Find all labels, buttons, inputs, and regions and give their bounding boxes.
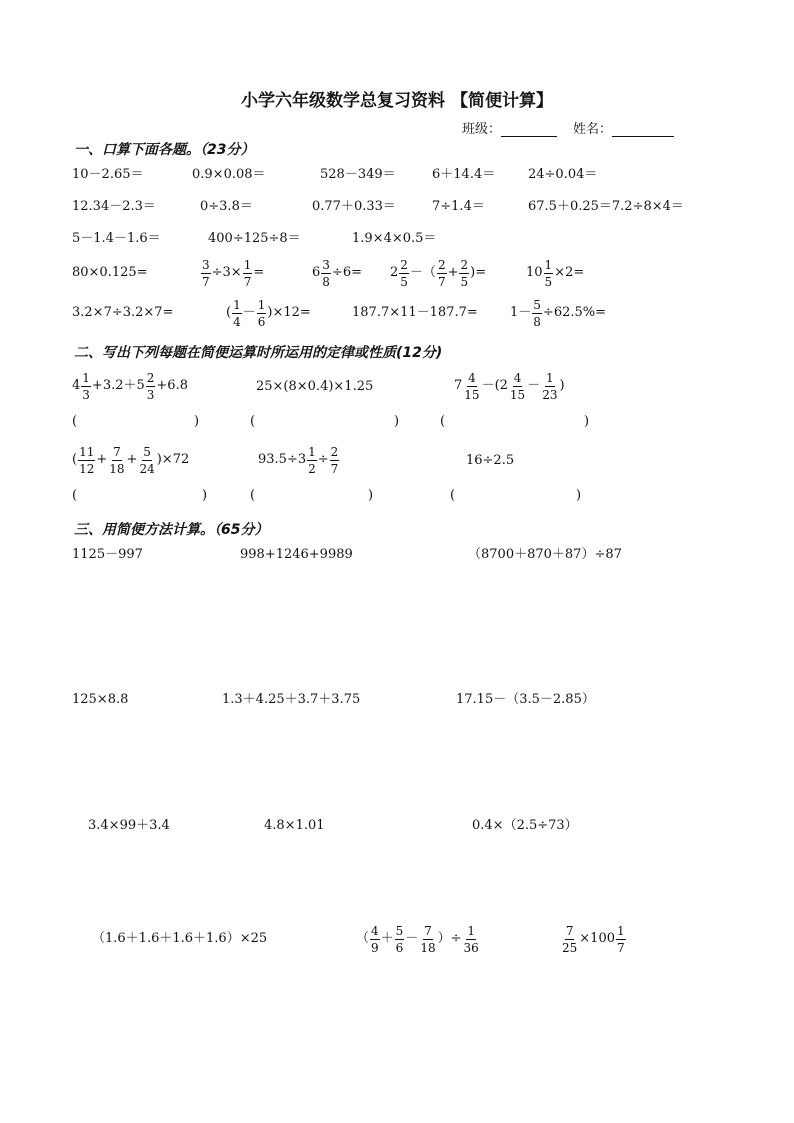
oral-r4-1: 80×0.125= bbox=[72, 265, 148, 280]
section-2-heading: 二、写出下列每题在简便运算时所运用的定律或性质(12分) bbox=[74, 345, 443, 361]
law-expr-1: 4 $\frac{1}{3}$ +3.2＋5 $\frac{2}{3}$ +6.8 bbox=[72, 370, 188, 402]
calc-7: 3.4×99＋3.4 bbox=[88, 818, 170, 833]
fraction: $\frac{11}{12}$ bbox=[79, 444, 95, 476]
oral-r2-5: 67.5＋0.25＝7.2÷8×4＝ bbox=[528, 199, 684, 214]
fraction: $\frac{1}{5}$ bbox=[544, 257, 553, 289]
name-field bbox=[573, 118, 674, 137]
fraction: $\frac{7}{18}$ bbox=[109, 444, 125, 476]
class-label: 班级： bbox=[462, 122, 502, 137]
answer-close-paren: ) bbox=[394, 414, 400, 429]
name-label: 姓名： bbox=[573, 122, 613, 137]
oral-r1-5: 24÷0.04＝ bbox=[528, 167, 598, 182]
answer-open-paren: ( bbox=[440, 414, 446, 429]
page-title: 小学六年级数学总复习资料 【简便计算】 bbox=[241, 91, 553, 111]
oral-r3-3: 1.9×4×0.5＝ bbox=[352, 231, 437, 246]
oral-r2-2: 0÷3.8＝ bbox=[200, 199, 253, 214]
fraction: $\frac{2}{3}$ bbox=[146, 370, 155, 402]
class-blank[interactable] bbox=[501, 122, 557, 137]
answer-close-paren: ) bbox=[584, 414, 590, 429]
fraction: $\frac{1}{7}$ bbox=[243, 257, 252, 289]
answer-close-paren: ) bbox=[194, 414, 200, 429]
oral-r4-2: $\frac{3}{7}$ ÷3× $\frac{1}{7}$ = bbox=[202, 257, 265, 289]
calc-12: $\frac{7}{25}$ ×100 $\frac{1}{7}$ bbox=[562, 923, 625, 955]
fraction: $\frac{3}{8}$ bbox=[322, 257, 330, 289]
answer-close-paren: ) bbox=[368, 488, 374, 503]
fraction: $\frac{3}{7}$ bbox=[202, 257, 210, 289]
law-expr-5: 93.5÷3 $\frac{1}{2}$ ÷ $\frac{2}{7}$ bbox=[258, 444, 339, 476]
fraction: $\frac{1}{7}$ bbox=[617, 923, 625, 955]
answer-open-paren: ( bbox=[450, 488, 456, 503]
calc-8: 4.8×1.01 bbox=[264, 818, 325, 833]
oral-r3-2: 400÷125÷8＝ bbox=[208, 231, 301, 246]
fraction: $\frac{2}{7}$ bbox=[330, 444, 339, 476]
oral-r1-3: 528－349＝ bbox=[320, 167, 396, 182]
calc-2: 998+1246+9989 bbox=[240, 547, 353, 562]
fraction: $\frac{1}{23}$ bbox=[542, 370, 558, 402]
oral-r4-3: 6 $\frac{3}{8}$ ÷6= bbox=[312, 257, 362, 289]
calc-10: （1.6＋1.6＋1.6＋1.6）×25 bbox=[92, 931, 268, 946]
fraction: $\frac{7}{18}$ bbox=[420, 923, 436, 955]
oral-r1-1: 10－2.65＝ bbox=[72, 167, 144, 182]
name-blank[interactable] bbox=[612, 122, 674, 137]
answer-open-paren: ( bbox=[72, 488, 78, 503]
oral-r3-1: 5－1.4－1.6＝ bbox=[72, 231, 161, 246]
calc-3: （8700＋870＋87）÷87 bbox=[468, 547, 622, 562]
oral-r5-4: 1－ $\frac{5}{8}$ ÷62.5%= bbox=[510, 297, 607, 329]
oral-r1-4: 6＋14.4＝ bbox=[432, 167, 496, 182]
answer-open-paren: ( bbox=[250, 414, 256, 429]
answer-open-paren: ( bbox=[72, 414, 78, 429]
fraction: $\frac{1}{6}$ bbox=[257, 297, 266, 329]
fraction: $\frac{1}{3}$ bbox=[82, 370, 90, 402]
fraction: $\frac{1}{2}$ bbox=[308, 444, 316, 476]
answer-close-paren: ) bbox=[576, 488, 582, 503]
oral-r4-4: 2 $\frac{2}{5}$ －（ $\frac{2}{7}$ + $\frac{2}{5}$ )= bbox=[390, 257, 487, 289]
fraction: $\frac{7}{25}$ bbox=[562, 923, 578, 955]
oral-r2-4: 7÷1.4＝ bbox=[432, 199, 485, 214]
fraction: $\frac{2}{7}$ bbox=[437, 257, 446, 289]
fraction: $\frac{2}{5}$ bbox=[460, 257, 469, 289]
fraction: $\frac{4}{15}$ bbox=[464, 370, 480, 402]
calc-5: 1.3＋4.25＋3.7＋3.75 bbox=[222, 692, 361, 707]
law-expr-4: ( $\frac{11}{12}$ + $\frac{7}{18}$ + $\frac{5}{24}$ )×72 bbox=[72, 444, 190, 476]
oral-r4-5: 10 $\frac{1}{5}$ ×2= bbox=[526, 257, 585, 289]
law-expr-3: 7 $\frac{4}{15}$ －(2 $\frac{4}{15}$ － $\frac{1}{23}$ ) bbox=[454, 370, 565, 402]
oral-r5-2: ( $\frac{1}{4}$ － $\frac{1}{6}$ )×12= bbox=[226, 297, 311, 329]
answer-close-paren: ) bbox=[202, 488, 208, 503]
section-1-heading: 一、口算下面各题。（23分） bbox=[74, 142, 255, 158]
fraction: $\frac{5}{6}$ bbox=[395, 923, 404, 955]
class-field bbox=[462, 118, 557, 137]
calc-1: 1125－997 bbox=[72, 547, 143, 562]
section-3-heading: 三、用简便方法计算。（65分） bbox=[74, 522, 269, 538]
fraction: $\frac{1}{4}$ bbox=[233, 297, 241, 329]
oral-r5-1: 3.2×7÷3.2×7= bbox=[72, 305, 174, 320]
fraction: $\frac{4}{15}$ bbox=[509, 370, 526, 402]
oral-r1-2: 0.9×0.08＝ bbox=[192, 167, 266, 182]
oral-r2-1: 12.34－2.3＝ bbox=[72, 199, 156, 214]
fraction: $\frac{5}{8}$ bbox=[533, 297, 541, 329]
oral-r5-3: 187.7×11－187.7= bbox=[352, 305, 478, 320]
calc-9: 0.4×（2.5÷73） bbox=[472, 818, 578, 833]
calc-4: 125×8.8 bbox=[72, 692, 129, 707]
calc-11: （ $\frac{4}{9}$ ＋ $\frac{5}{6}$ － $\frac{7}{18}$ ）÷ $\frac{1}{36}$ bbox=[356, 923, 479, 955]
calc-6: 17.15－（3.5－2.85） bbox=[456, 692, 595, 707]
law-expr-6: 16÷2.5 bbox=[466, 453, 515, 468]
fraction: $\frac{1}{36}$ bbox=[463, 923, 479, 955]
law-expr-2: 25×(8×0.4)×1.25 bbox=[256, 379, 374, 394]
answer-open-paren: ( bbox=[250, 488, 256, 503]
fraction: $\frac{5}{24}$ bbox=[139, 444, 155, 476]
fraction: $\frac{2}{5}$ bbox=[400, 257, 408, 289]
fraction: $\frac{4}{9}$ bbox=[371, 923, 379, 955]
oral-r2-3: 0.77＋0.33＝ bbox=[312, 199, 396, 214]
